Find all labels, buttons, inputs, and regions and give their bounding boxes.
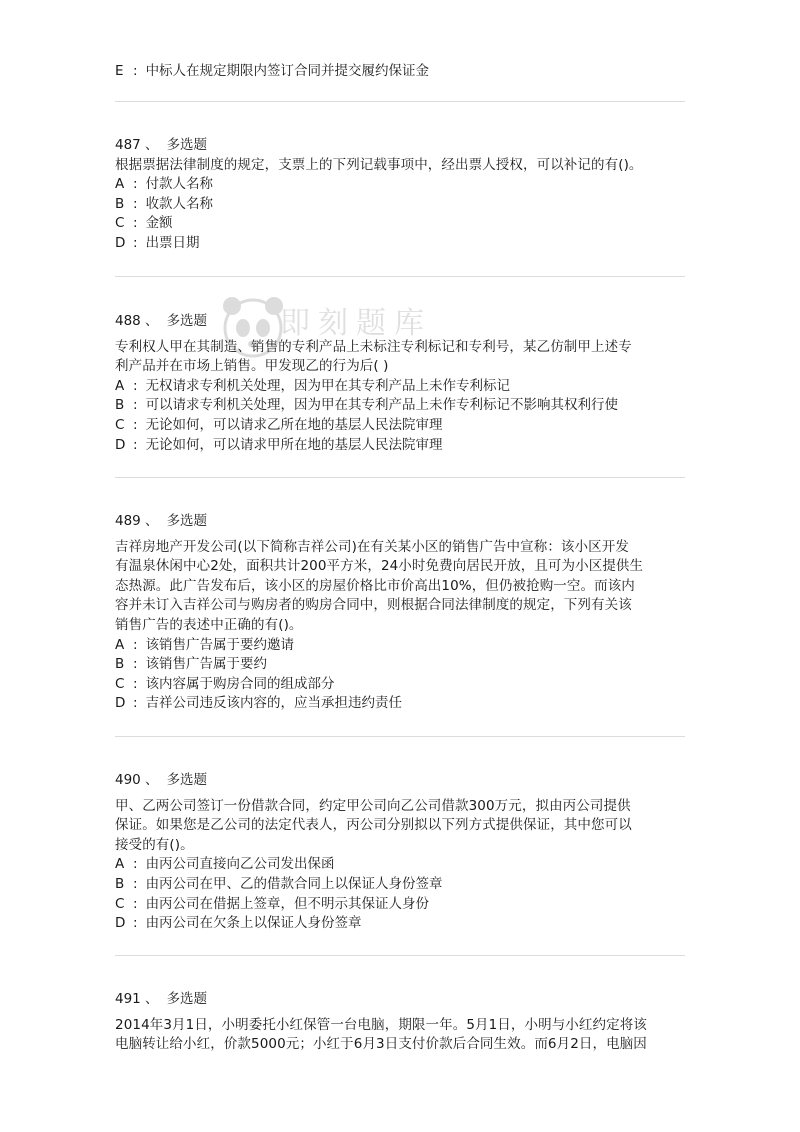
watermark-text: 即刻题库	[280, 306, 432, 341]
option-d[interactable]	[115, 914, 690, 934]
prev-question-option-e	[115, 62, 690, 82]
option-separator: :	[133, 656, 138, 673]
option-d[interactable]	[115, 234, 690, 254]
question-stem-line: 甲、乙两公司签订一份借款合同，约定甲公司向乙公司借款300万元，拟由丙公司提供	[115, 797, 631, 814]
option-text: 收款人名称	[145, 195, 214, 212]
option-d[interactable]	[115, 694, 690, 714]
option-key: D	[115, 234, 126, 251]
option-b[interactable]	[115, 396, 690, 416]
option-separator: :	[133, 63, 138, 79]
question-header	[115, 512, 690, 532]
question-stem-line: 保证。如果您是乙公司的法定代表人，丙公司分别拟以下列方式提供保证，其中您可以	[115, 817, 632, 834]
option-text: 该内容属于购房合同的组成部分	[145, 675, 335, 692]
question-stem	[115, 338, 690, 377]
question-487	[115, 136, 690, 254]
question-divider	[115, 736, 685, 737]
option-text: 吉祥公司违反该内容的，应当承担违约责任	[145, 695, 403, 712]
question-stem	[115, 797, 690, 856]
option-text: 付款人名称	[145, 176, 214, 193]
question-type: 多选题	[166, 313, 208, 329]
question-stem	[115, 538, 690, 636]
option-key: D	[115, 915, 126, 932]
option-separator: :	[133, 215, 138, 232]
question-stem-line: 有温泉休闲中心2处，面积共计200平方米，24小时免费向居民开放，且可为小区提供生	[115, 558, 644, 575]
question-490	[115, 771, 690, 934]
option-text: 由丙公司在甲、乙的借款合同上以保证人身份签章	[145, 875, 443, 892]
question-stem	[115, 156, 690, 176]
question-stem-line: 2014年3月1日，小明委托小红保管一台电脑，期限一年。5月1日，小明与小红约定将该	[115, 1016, 647, 1033]
option-key: B	[115, 397, 125, 414]
question-divider	[115, 101, 685, 102]
question-stem-line: 利产品并在市场上销售。甲发现乙的行为后( )	[115, 358, 389, 375]
option-b[interactable]	[115, 655, 690, 675]
option-b[interactable]	[115, 195, 690, 215]
option-key: B	[115, 875, 125, 892]
question-divider	[115, 477, 685, 478]
question-number: 490 、	[115, 772, 159, 788]
question-stem-line: 根据票据法律制度的规定，支票上的下列记载事项中，经出票人授权，可以补记的有()。	[115, 156, 643, 173]
option-key: B	[115, 656, 125, 673]
option-separator: :	[133, 436, 138, 453]
option-c[interactable]	[115, 214, 690, 234]
option-separator: :	[133, 195, 138, 212]
option-separator: :	[133, 675, 138, 692]
option-key: A	[115, 856, 125, 873]
option-key: C	[115, 416, 125, 433]
option-key: E	[115, 63, 124, 79]
question-header	[115, 771, 690, 791]
option-key: A	[115, 377, 125, 394]
option-separator: :	[133, 875, 138, 892]
question-number: 488 、	[115, 313, 159, 329]
question-type: 多选题	[166, 772, 208, 788]
option-text: 可以请求专利机关处理，因为甲在其专利产品上未作专利标记不影响其权利行使	[145, 397, 619, 414]
option-separator: :	[133, 636, 138, 653]
option-key: A	[115, 636, 125, 653]
question-type: 多选题	[166, 513, 208, 529]
option-text: 无权请求专利机关处理，因为甲在其专利产品上未作专利标记	[145, 377, 511, 394]
option-separator: :	[133, 416, 138, 433]
question-header	[115, 990, 690, 1010]
question-header	[115, 136, 690, 156]
option-text: 中标人在规定期限内签订合同并提交履约保证金	[145, 63, 430, 79]
question-stem-line: 吉祥房地产开发公司(以下简称吉祥公司)在有关某小区的销售广告中宣称：该小区开发	[115, 538, 629, 555]
option-b[interactable]	[115, 875, 690, 895]
question-divider	[115, 955, 685, 956]
option-text: 金额	[145, 215, 173, 232]
question-491	[115, 990, 690, 1055]
question-header	[115, 312, 690, 332]
option-d[interactable]	[115, 436, 690, 456]
option-separator: :	[133, 895, 138, 912]
option-separator: :	[133, 856, 138, 873]
option-key: D	[115, 695, 126, 712]
question-488	[115, 312, 690, 455]
option-separator: :	[133, 915, 138, 932]
option-c[interactable]	[115, 895, 690, 915]
option-key: C	[115, 215, 125, 232]
option-a[interactable]	[115, 636, 690, 656]
question-stem-line: 电脑转让给小红，价款5000元；小红于6月3日支付价款后合同生效。而6月2日，电脑因	[115, 1036, 647, 1053]
question-stem-line: 容并未订入吉祥公司与购房者的购房合同中，则根据合同法律制度的规定，下列有关该	[115, 597, 632, 614]
option-separator: :	[133, 377, 138, 394]
question-489	[115, 512, 690, 714]
option-key: B	[115, 195, 125, 212]
question-stem-line: 销售广告的表述中正确的有()。	[115, 616, 303, 633]
option-text: 该销售广告属于要约邀请	[145, 636, 295, 653]
option-separator: :	[133, 176, 138, 193]
option-key: D	[115, 436, 126, 453]
option-separator: :	[133, 695, 138, 712]
option-text: 由丙公司在欠条上以保证人身份签章	[145, 915, 362, 932]
option-text: 出票日期	[145, 234, 200, 251]
option-text: 由丙公司直接向乙公司发出保函	[145, 856, 335, 873]
option-key: A	[115, 176, 125, 193]
option-c[interactable]	[115, 675, 690, 695]
option-a[interactable]	[115, 175, 690, 195]
option-separator: :	[133, 234, 138, 251]
option-a[interactable]	[115, 377, 690, 397]
option-text: 由丙公司在借据上签章，但不明示其保证人身份	[145, 895, 430, 912]
question-stem-line: 接受的有()。	[115, 836, 194, 853]
option-key: C	[115, 895, 125, 912]
option-text: 该销售广告属于要约	[145, 656, 268, 673]
option-key: C	[115, 675, 125, 692]
option-a[interactable]	[115, 855, 690, 875]
option-text: 无论如何，可以请求甲所在地的基层人民法院审理	[145, 436, 443, 453]
question-number: 487 、	[115, 137, 159, 153]
question-stem-line: 态热源。此广告发布后，该小区的房屋价格比市价高出10%，但仍被抢购一空。而该内	[115, 577, 635, 594]
option-text: 无论如何，可以请求乙所在地的基层人民法院审理	[145, 416, 443, 433]
question-number: 491 、	[115, 991, 159, 1007]
option-c[interactable]	[115, 416, 690, 436]
question-type: 多选题	[166, 991, 208, 1007]
option-separator: :	[133, 397, 138, 414]
question-stem	[115, 1016, 690, 1055]
question-type: 多选题	[166, 137, 208, 153]
question-number: 489 、	[115, 513, 159, 529]
question-stem-line: 专利权人甲在其制造、销售的专利产品上未标注专利标记和专利号，某乙仿制甲上述专	[115, 338, 632, 355]
question-divider	[115, 276, 685, 277]
